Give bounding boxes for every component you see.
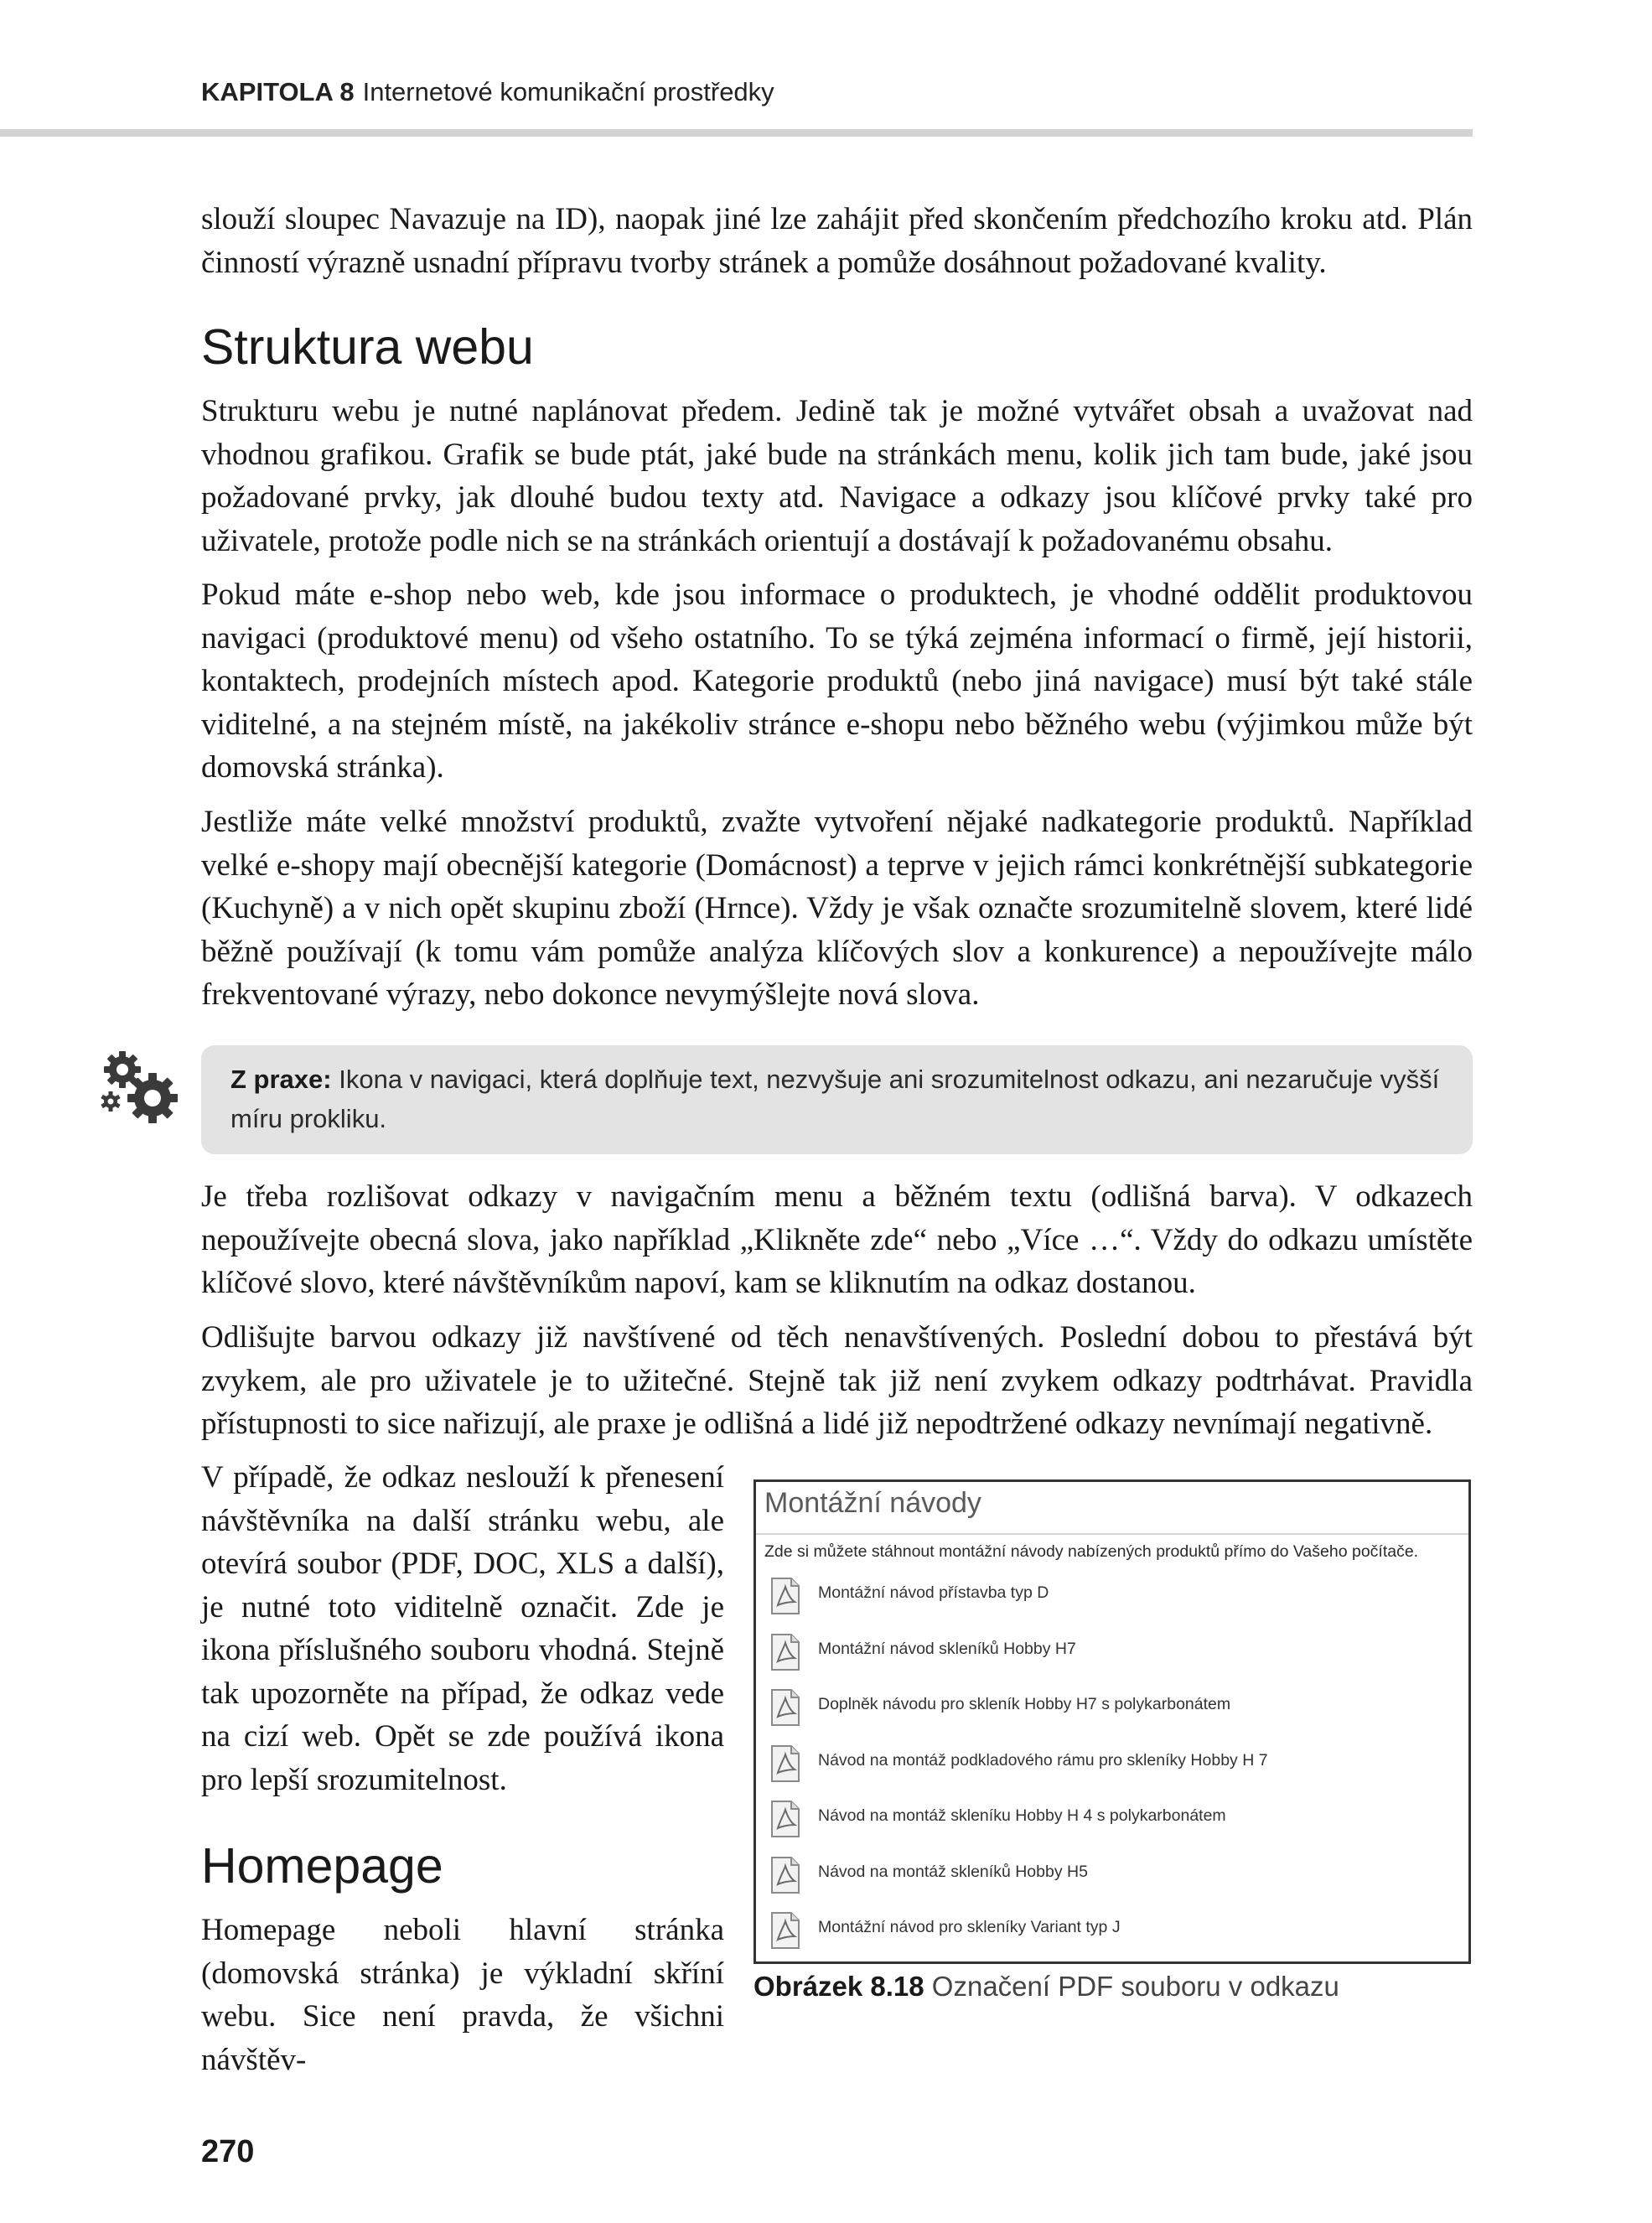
- pdf-link-label[interactable]: Montážní návod přístavba typ D: [818, 1583, 1049, 1602]
- callout-label: Z praxe:: [230, 1065, 332, 1094]
- pdf-file-icon: [769, 1911, 801, 1950]
- visited-links-paragraph-block: [201, 1316, 1473, 1446]
- pdf-file-icon: [769, 1688, 801, 1727]
- body-paragraph: Odlišujte barvou odkazy již navštívené od těch nenavštívených. Poslední dobou to přestává být zvykem, ale pro uživatele je to užitečné. Stejně tak již není zvykem odkazy podtrhávat. Pravidla přístupnosti to sice nařizují, ale praxe je odlišná a lidé již nepodtržené odkazy nevnímají negativně.: [201, 1320, 1473, 1441]
- caption-label: Obrázek 8.18: [753, 1971, 924, 2002]
- pdf-link-label[interactable]: Montážní návod pro skleníky Variant typ J: [818, 1918, 1121, 1936]
- pdf-file-icon: [769, 1800, 801, 1838]
- gears-icon: [99, 1046, 183, 1130]
- pdf-link-item[interactable]: [769, 1633, 1268, 1689]
- pdf-file-icon: [769, 1633, 801, 1671]
- page-number: 270: [201, 2134, 255, 2169]
- pdf-link-label[interactable]: Návod na montáž skleníků Hobby H5: [818, 1862, 1088, 1881]
- body-paragraph: Strukturu webu je nutné naplánovat předem. Jedině tak je možné vytvářet obsah a uvažovat nad vhodnou grafikou. Grafik se bude ptát, jaké bude na stránkách menu, kolik jich tam bude, jaké jsou požadované prvky, jak dlouhé budou texty atd. Navigace a odkazy jsou klíčové prvky také pro uživatele, protože podle nich se na stránkách orientují a dostávají k požadovanému obsahu.: [201, 394, 1473, 558]
- pdf-link-label[interactable]: Doplněk návodu pro skleník Hobby H7 s polykarbonátem: [818, 1695, 1231, 1713]
- figure-screenshot: [753, 1479, 1471, 1964]
- pdf-link-list: [769, 1577, 1268, 1967]
- pdf-link-item[interactable]: [769, 1688, 1268, 1744]
- body-paragraph: Pokud máte e-shop nebo web, kde jsou informace o produktech, je vhodné oddělit produktovou navigaci (produktové menu) od všeho ostatního. To se týká zejména informací o firmě, její historii, kontaktech, prodejních místech apod. Kategorie produktů (nebo jiná navigace) musí být také stále viditelné, a na stejném místě, na jakékoliv stránce e-shopu nebo běžného webu (výjimkou může být domovská stránka).: [201, 578, 1473, 785]
- pdf-file-icon: [769, 1577, 801, 1615]
- pdf-file-icon: [769, 1856, 801, 1894]
- body-paragraph: V případě, že odkaz neslouží k přenesení návštěvníka na další stránku webu, ale otevírá soubor (PDF, DOC, XLS a další), je nutné toto viditelně označit. Zde je ikona příslušného souboru vhodná. Stejně tak upozorněte na případ, že odkaz vede na cizí web. Opět se zde používá ikona pro lepší srozumitelnost.: [201, 1460, 724, 1797]
- section1-paragraph-2-block: [201, 573, 1473, 790]
- pdf-link-item[interactable]: [769, 1577, 1268, 1633]
- file-links-paragraph-block: [201, 1456, 724, 1801]
- caption-text: Označení PDF souboru v odkazu: [924, 1971, 1339, 2002]
- body-paragraph: Jestliže máte velké množství produktů, zvažte vytvoření nějaké nadkategorie produktů. Například velké e-shopy mají obecnější kategorie (Domácnost) a teprve v jejich rámci konkrétnější subkategorie (Kuchyně) a v nich opět skupinu zboží (Hrnce). Vždy je však označte srozumitelně slovem, které lidé běžně používají (k tomu vám pomůže analýza klíčových slov a konkurence) a nepoužívejte málo frekventované výrazy, nebo dokonce nevymýšlejte nová slova.: [201, 805, 1473, 1012]
- section-heading-homepage: Homepage: [201, 1838, 443, 1894]
- links-paragraph-block: [201, 1175, 1473, 1305]
- section1-paragraph-1-block: [201, 390, 1473, 562]
- pdf-link-label[interactable]: Návod na montáž podkladového rámu pro skleníky Hobby H 7: [818, 1750, 1268, 1770]
- practice-callout: [201, 1045, 1473, 1154]
- intro-block: [201, 198, 1473, 284]
- body-paragraph: Homepage neboli hlavní stránka (domovská stránka) je výkladní skříní webu. Sice není pravda, že všichni návštěv-: [201, 1913, 724, 2077]
- chapter-label: KAPITOLA 8: [201, 77, 355, 106]
- intro-paragraph: slouží sloupec Navazuje na ID), naopak jiné lze zahájit před skončením předchozího kroku atd. Plán činností výrazně usnadní přípravu tvorby stránek a pomůže dosáhnout požadované kvality.: [201, 202, 1473, 280]
- chapter-title: Internetové komunikační prostředky: [362, 77, 774, 106]
- figure-divider: [756, 1533, 1468, 1535]
- header-rule: [0, 129, 1473, 137]
- callout-text: Ikona v navigaci, která doplňuje text, nezvyšuje ani srozumitelnost odkazu, ani nezaručuje vyšší míru prokliku.: [230, 1065, 1440, 1133]
- pdf-link-item[interactable]: [769, 1911, 1268, 1967]
- figure-title: Montážní návody: [764, 1487, 981, 1519]
- pdf-link-label[interactable]: Návod na montáž skleníku Hobby H 4 s polykarbonátem: [818, 1806, 1226, 1825]
- body-paragraph: Je třeba rozlišovat odkazy v navigačním menu a běžném textu (odlišná barva). V odkazech nepoužívejte obecná slova, jako například „Klikněte zde“ nebo „Více …“. Vždy do odkazu umístěte klíčové slovo, které návštěvníkům napoví, kam se kliknutím na odkaz dostanou.: [201, 1179, 1473, 1300]
- running-header: [201, 77, 774, 107]
- figure-caption: [753, 1971, 1339, 2003]
- pdf-file-icon: [769, 1744, 801, 1783]
- figure-description: Zde si můžete stáhnout montážní návody nabízených produktů přímo do Vašeho počítače.: [764, 1542, 1419, 1561]
- section-heading-structure: Struktura webu: [201, 319, 534, 375]
- pdf-link-item[interactable]: [769, 1744, 1268, 1801]
- pdf-link-item[interactable]: [769, 1800, 1268, 1856]
- pdf-link-label[interactable]: Montážní návod skleníků Hobby H7: [818, 1639, 1076, 1658]
- section1-paragraph-3-block: [201, 801, 1473, 1017]
- pdf-link-item[interactable]: [769, 1856, 1268, 1912]
- homepage-paragraph-block: [201, 1909, 724, 2081]
